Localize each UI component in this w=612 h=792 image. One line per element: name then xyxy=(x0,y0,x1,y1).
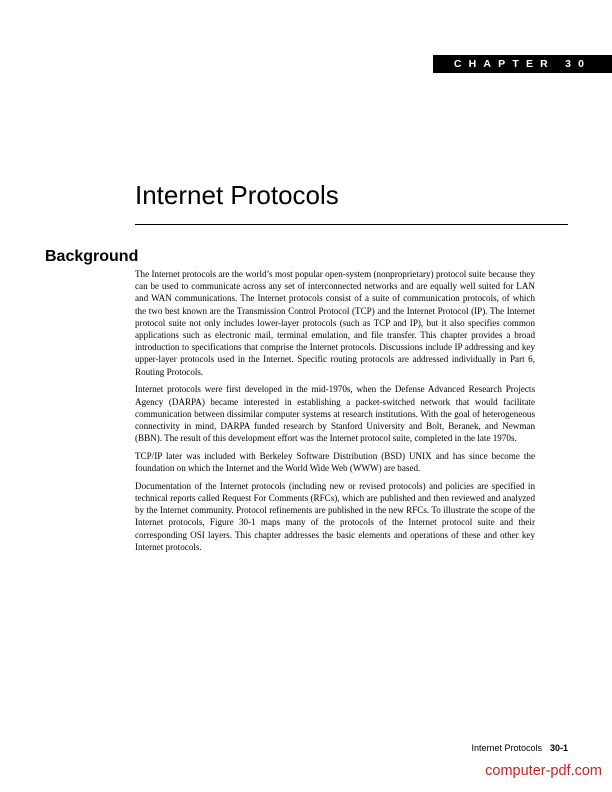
page-number: 30-1 xyxy=(549,743,568,753)
paragraph-2: Internet protocols were first developed in the mid-1970s, when the Defense Advanced Research Projects Agency (DARPA) became interested in establishing a packet-switched network that would facilitate communication between dissimilar computer systems at research institutions. With the goal of heterogeneous connectivity in mind, DARPA funded research by Stanford University and Bolt, Beranek, and Newman (BBN). The result of this development effort was the Internet protocol suite, completed in the late 1970s. xyxy=(135,384,535,444)
paragraph-1: The Internet protocols are the world’s most popular open-system (nonproprietary) protocol suite because they can be used to communicate across any set of interconnected networks and are equally well suited for LAN and WAN communications. The Internet protocols consist of a suite of communication protocols, of which the two best known are the Transmission Control Protocol (TCP) and the Internet Protocol (IP). The Internet protocol suite not only includes lower-layer protocols (such as TCP and IP), but it also specifies common applications such as electronic mail, terminal emulation, and file transfer. This chapter provides a broad introduction to specifications that comprise the Internet protocols. Discussions include IP addressing and key upper-layer protocols used in the Internet. Specific routing protocols are addressed individually in Part 6, Routing Protocols. xyxy=(135,269,535,377)
paragraph-4: Documentation of the Internet protocols (including new or revised protocols) and policies are specified in technical reports called Request For Comments (RFCs), which are published and then reviewed and analyzed by the Internet community. Protocol refinements are published in the new RFCs. To illustrate the scope of the Internet protocols, Figure 30-1 maps many of the protocols of the Internet protocol suite and their corresponding OSI layers. This chapter addresses the basic elements and operations of these and other key Internet protocols. xyxy=(135,480,535,552)
title-divider xyxy=(135,224,568,225)
paragraph-3: TCP/IP later was included with Berkeley Software Distribution (BSD) UNIX and has since become the foundation on which the Internet and the World Wide Web (WWW) are based. xyxy=(135,450,535,474)
watermark: computer-pdf.com xyxy=(485,763,602,779)
page-title: Internet Protocols xyxy=(135,180,339,210)
footer-title: Internet Protocols xyxy=(471,743,542,753)
section-body xyxy=(135,268,535,558)
chapter-label: CHAPTER 30 xyxy=(433,55,612,73)
section-heading: Background xyxy=(45,248,139,265)
page-footer xyxy=(420,741,568,755)
